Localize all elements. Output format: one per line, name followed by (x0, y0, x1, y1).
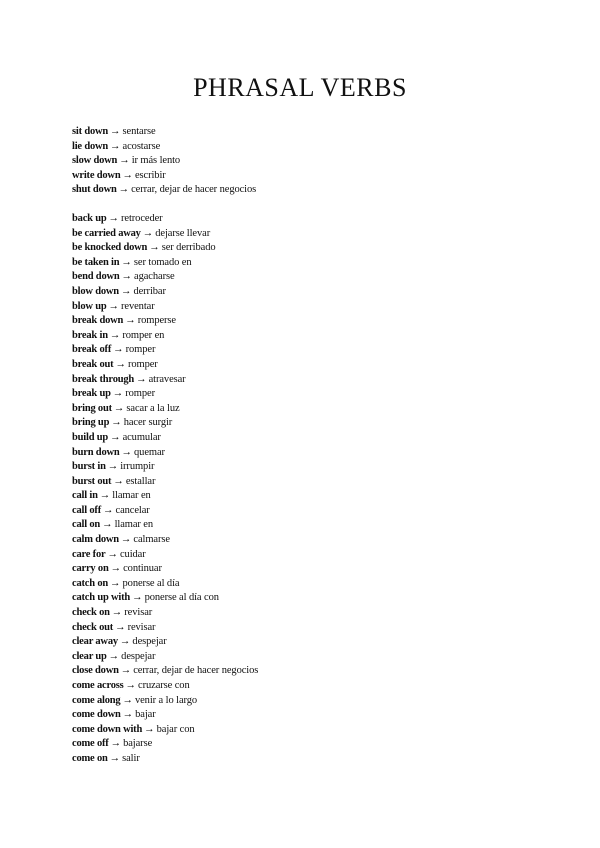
right-arrow-icon: → (110, 140, 121, 152)
phrasal-verb: call on (72, 519, 101, 531)
phrasal-verb: lie down (72, 140, 109, 152)
spanish-meaning: cruzarse con (138, 680, 190, 691)
spanish-meaning: llamar en (112, 490, 151, 502)
spanish-meaning: despejar (121, 650, 156, 662)
phrasal-verb-list-group-2 (72, 212, 258, 767)
phrasal-verb-entry (72, 533, 258, 548)
right-arrow-icon: → (113, 475, 124, 487)
right-arrow-icon: → (122, 694, 133, 706)
right-arrow-icon: → (115, 358, 126, 370)
phrasal-verb: break up (72, 388, 111, 400)
right-arrow-icon: → (149, 242, 160, 254)
right-arrow-icon: → (113, 402, 125, 414)
right-arrow-icon: → (113, 344, 124, 356)
right-arrow-icon: → (103, 504, 114, 516)
phrasal-verb: bring up (72, 417, 110, 429)
right-arrow-icon: → (111, 417, 122, 429)
spanish-meaning: romper (125, 344, 156, 356)
phrasal-verb: clear up (72, 650, 107, 662)
phrasal-verb: come down with (72, 723, 143, 735)
phrasal-verb: close down (72, 665, 119, 677)
right-arrow-icon: → (109, 752, 121, 764)
right-arrow-icon: → (109, 329, 121, 341)
phrasal-verb: catch up with (72, 592, 131, 604)
right-arrow-icon: → (110, 126, 121, 137)
spanish-meaning: venir a lo largo (134, 694, 198, 706)
spanish-meaning: romper en (122, 329, 165, 341)
spanish-meaning: cancelar (115, 504, 150, 516)
phrasal-verb: be knocked down (72, 242, 148, 254)
spanish-meaning: bajarse (123, 738, 153, 750)
spanish-meaning: sacar a la luz (126, 402, 180, 414)
right-arrow-icon: → (119, 636, 131, 648)
phrasal-verb: break through (72, 373, 135, 385)
spanish-meaning: hacer surgir (123, 417, 173, 429)
phrasal-verb: call off (72, 504, 102, 516)
right-arrow-icon: → (111, 607, 123, 619)
spanish-meaning: cerrar, dejar de hacer negocios (131, 184, 257, 196)
phrasal-verb: come across (72, 680, 124, 691)
phrasal-verb: burn down (72, 446, 120, 458)
phrasal-verb-entry (72, 329, 258, 344)
phrasal-verb-entry (72, 183, 256, 198)
right-arrow-icon: → (121, 271, 133, 283)
phrasal-verb-entry (72, 300, 258, 315)
phrasal-verb-entry (72, 212, 258, 227)
spanish-meaning: revisar (124, 607, 153, 619)
right-arrow-icon: → (120, 285, 132, 297)
spanish-meaning: ir más lento (131, 155, 181, 167)
phrasal-verb-entry (72, 708, 258, 723)
phrasal-verb: check on (72, 607, 110, 619)
right-arrow-icon: → (110, 577, 121, 589)
spanish-meaning: romper (125, 388, 155, 400)
phrasal-verb: blow up (72, 300, 107, 312)
phrasal-verb: sit down (72, 126, 109, 137)
phrasal-verb: write down (72, 169, 121, 181)
phrasal-verb-entry (72, 621, 258, 636)
right-arrow-icon: → (122, 709, 134, 721)
phrasal-verb-entry (72, 343, 258, 358)
phrasal-verb-entry (72, 679, 258, 694)
right-arrow-icon: → (99, 490, 111, 502)
phrasal-verb-entry (72, 227, 258, 242)
right-arrow-icon: → (118, 184, 130, 196)
phrasal-verb: call in (72, 490, 98, 502)
spanish-meaning: acumular (122, 431, 161, 443)
phrasal-verb-entry (72, 416, 258, 431)
phrasal-verb-entry (72, 373, 258, 388)
phrasal-verb: be carried away (72, 227, 141, 239)
phrasal-verb: bend down (72, 271, 120, 283)
phrasal-verb-entry (72, 460, 258, 475)
phrasal-verb-entry (72, 475, 258, 490)
spanish-meaning: reventar (121, 300, 155, 312)
phrasal-verb-entry (72, 562, 258, 577)
right-arrow-icon: → (122, 169, 133, 181)
phrasal-verb-entry (72, 402, 258, 417)
phrasal-verb: check out (72, 621, 114, 633)
phrasal-verb-entry (72, 256, 258, 271)
phrasal-verb-entry (72, 664, 258, 679)
spanish-meaning: salir (122, 752, 140, 764)
right-arrow-icon: → (110, 563, 122, 575)
phrasal-verb-entry (72, 285, 258, 300)
phrasal-verb-entry (72, 650, 258, 665)
phrasal-verb-entry (72, 154, 256, 169)
phrasal-verb: back up (72, 213, 107, 224)
phrasal-verb-entry (72, 446, 258, 461)
right-arrow-icon: → (110, 738, 122, 750)
phrasal-verb-entry (72, 606, 258, 621)
phrasal-verb-entry (72, 723, 258, 738)
spanish-meaning: acostarse (122, 140, 161, 152)
spanish-meaning: estallar (125, 475, 156, 487)
spanish-meaning: derribar (133, 285, 166, 297)
right-arrow-icon: → (120, 665, 132, 677)
phrasal-verb-entry (72, 737, 258, 752)
phrasal-verb-entry (72, 169, 256, 184)
right-arrow-icon: → (121, 446, 133, 458)
phrasal-verb-entry (72, 241, 258, 256)
spanish-meaning: cuidar (119, 548, 146, 560)
phrasal-verb: break off (72, 344, 112, 356)
phrasal-verb-list-group-1 (72, 125, 256, 198)
right-arrow-icon: → (102, 519, 113, 531)
spanish-meaning: atravesar (148, 373, 186, 385)
phrasal-verb-entry (72, 489, 258, 504)
phrasal-verb-entry (72, 504, 258, 519)
spanish-meaning: calmarse (133, 534, 170, 546)
right-arrow-icon: → (107, 461, 119, 473)
phrasal-verb: burst in (72, 461, 106, 473)
phrasal-verb-entry (72, 314, 258, 329)
phrasal-verb: burst out (72, 475, 112, 487)
phrasal-verb: slow down (72, 155, 118, 167)
phrasal-verb: come along (72, 694, 121, 706)
phrasal-verb: build up (72, 431, 109, 443)
phrasal-verb: calm down (72, 534, 119, 546)
phrasal-verb-entry (72, 270, 258, 285)
phrasal-verb-entry (72, 752, 258, 767)
phrasal-verb-entry (72, 125, 256, 140)
phrasal-verb: break out (72, 358, 114, 370)
spanish-meaning: escribir (134, 169, 166, 181)
right-arrow-icon: → (121, 256, 132, 268)
phrasal-verb: come down (72, 709, 121, 721)
phrasal-verb: be taken in (72, 256, 120, 268)
spanish-meaning: ponerse al día con (144, 592, 219, 604)
right-arrow-icon: → (144, 723, 155, 735)
spanish-meaning: ponerse al día (122, 577, 180, 589)
right-arrow-icon: → (110, 431, 121, 443)
right-arrow-icon: → (108, 300, 119, 312)
right-arrow-icon: → (132, 592, 143, 604)
right-arrow-icon: → (142, 227, 154, 239)
spanish-meaning: dejarse llevar (155, 227, 211, 239)
page-title: PHRASAL VERBS (193, 73, 407, 102)
phrasal-verb: bring out (72, 402, 112, 414)
right-arrow-icon: → (125, 315, 136, 327)
right-arrow-icon: → (115, 621, 126, 633)
phrasal-verb: catch on (72, 577, 109, 589)
phrasal-verb: break in (72, 329, 108, 341)
spanish-meaning: cerrar, dejar de hacer negocios (133, 665, 259, 677)
phrasal-verb-entry (72, 591, 258, 606)
spanish-meaning: llamar en (114, 519, 154, 531)
phrasal-verb: carry on (72, 563, 109, 575)
phrasal-verb-entry (72, 518, 258, 533)
spanish-meaning: romperse (137, 315, 176, 327)
phrasal-verb: come off (72, 738, 109, 750)
right-arrow-icon: → (136, 373, 147, 385)
spanish-meaning: ser tomado en (133, 256, 192, 268)
spanish-meaning: revisar (127, 621, 156, 633)
spanish-meaning: quemar (134, 446, 165, 458)
phrasal-verb: clear away (72, 636, 118, 648)
spanish-meaning: irrumpir (120, 461, 155, 473)
spanish-meaning: continuar (123, 563, 162, 575)
phrasal-verb-entry (72, 635, 258, 650)
phrasal-verb: come on (72, 752, 108, 764)
spanish-meaning: bajar con (156, 723, 195, 735)
right-arrow-icon: → (125, 680, 137, 691)
phrasal-verb: care for (72, 548, 106, 560)
phrasal-verb: blow down (72, 285, 119, 297)
phrasal-verb-entry (72, 358, 258, 373)
phrasal-verb-entry (72, 387, 258, 402)
phrasal-verb-entry (72, 140, 256, 155)
spanish-meaning: bajar (135, 709, 156, 721)
phrasal-verb: break down (72, 315, 124, 327)
phrasal-verb-entry (72, 694, 258, 709)
right-arrow-icon: → (112, 388, 124, 400)
phrasal-verb-entry (72, 577, 258, 592)
right-arrow-icon: → (108, 650, 120, 662)
phrasal-verb-entry (72, 431, 258, 446)
spanish-meaning: agacharse (134, 271, 175, 283)
right-arrow-icon: → (107, 548, 118, 560)
spanish-meaning: ser derribado (161, 242, 216, 254)
spanish-meaning: retroceder (121, 213, 163, 224)
right-arrow-icon: → (119, 155, 130, 167)
phrasal-verb-entry (72, 548, 258, 563)
right-arrow-icon: → (120, 534, 132, 546)
spanish-meaning: romper (127, 358, 158, 370)
right-arrow-icon: → (108, 213, 119, 224)
phrasal-verb: shut down (72, 184, 117, 196)
spanish-meaning: sentarse (122, 126, 156, 137)
spanish-meaning: despejar (132, 636, 167, 648)
